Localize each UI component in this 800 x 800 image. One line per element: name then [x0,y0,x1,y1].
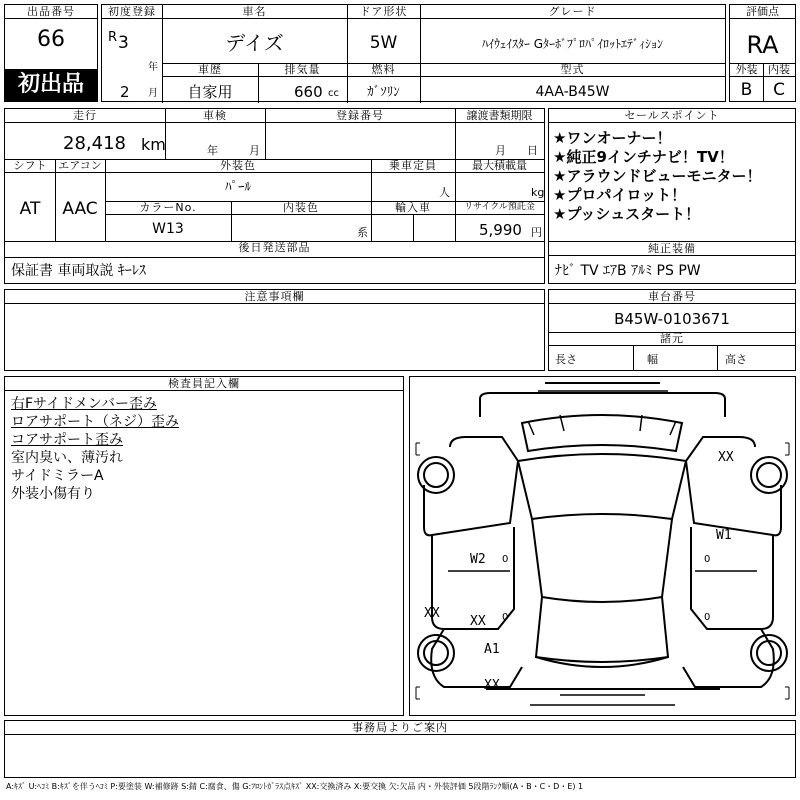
grade: ﾊｲｳｪｲｽﾀｰ Gﾀｰﾎﾞﾌﾟﾛﾊﾟｲﾛｯﾄｴﾃﾞｨｼｮﾝ [481,37,664,51]
chassis-label: 車台番号 [549,290,795,304]
mark-right-door: W1 [716,528,732,543]
colorno-label: カラーNo. [105,201,231,215]
car-diagram-box [409,376,796,716]
height-label: 高さ [725,353,747,366]
history: 自家用 [187,83,233,101]
mark-rear: XX [484,678,500,693]
sales-item: ★プッシュスタート！ [553,205,701,223]
recycle-unit: 円 [531,226,542,239]
mark-zero: 0 [704,554,711,565]
notes-box [4,289,545,371]
sales-item: ★ワンオーナー！ [553,129,672,147]
intcolor-label: 内装色 [231,201,371,215]
disp-label: 排気量 [258,63,347,77]
detail-box [4,108,545,258]
model-code: 4AA-B45W [535,84,610,100]
seats-label: 乗車定員 [371,159,455,173]
ext-label: 外装 [730,63,763,77]
dims-label: 諸元 [549,332,795,346]
score-box [729,4,796,102]
equipment-box [548,241,796,284]
reg-label: 初度登録 [102,5,162,19]
fuel-label: 燃料 [347,63,420,77]
sales-label: セールスポイント [549,109,795,123]
transfer-month-unit: 月 [495,144,506,157]
shift-label: シフト [5,159,55,173]
notes-label: 注意事項欄 [5,290,544,304]
inspector-item: 室内臭い、薄汚れ [11,450,123,466]
inspector-item: サイドミラーA [11,468,104,484]
sales-points-box [548,108,796,242]
car-diagram [410,377,795,715]
mark-front-right: XX [718,450,734,465]
load-label: 最大積載量 [455,159,544,173]
disp-unit: cc [328,88,339,99]
first-listing-badge: 初出品 [5,69,97,101]
office-label: 事務局よりご案内 [5,721,795,735]
year-unit: 年 [148,62,158,73]
grade-label: グレード [420,5,725,19]
import-label: 輸入車 [371,201,455,215]
sales-item: ★アラウンドビューモニター！ [553,167,762,185]
color-number: W13 [152,221,184,237]
length-label: 長さ [555,353,577,366]
inspector-item: コアサポート歪み [11,432,123,448]
mark-left-rear-panel: A1 [484,642,500,657]
score: RA [746,31,779,59]
recycle-label: リサイクル預託金 [455,201,544,215]
mark-left-rear-wheel: XX [424,606,440,621]
mark-zero: 0 [502,554,509,565]
later-parts-label: 後日発送部品 [238,241,311,254]
mileage-label: 走行 [5,109,165,123]
history-label: 車歴 [162,63,258,77]
transfer-label: 譲渡書類期限 [455,109,544,123]
lot-box [4,4,98,102]
inspector-label: 検査員記入欄 [5,377,403,391]
mark-left-rear-door: XX [470,614,486,629]
month: 2 [120,83,130,101]
color-label: 外装色 [105,159,371,173]
ac: AAC [62,199,98,219]
width-label: 幅 [647,353,658,366]
top-main-box [101,4,726,102]
office-box [4,720,796,778]
sales-item: ★プロパイロット！ [553,186,687,204]
later-parts-box [4,257,545,284]
door-type: 5W [369,33,398,53]
recycle-fee: 5,990 [479,221,522,239]
shaken-month-unit: 月 [249,144,260,157]
seats-unit: 人 [439,186,450,199]
intcolor-unit: 系 [357,226,368,239]
legend: A:ｷｽﾞ U:ﾍｺﾐ B:ｷｽﾞを伴うﾍｺﾐ P:要塗装 W:補修跡 S:錆 C:腐食、傷 G:ﾌﾛﾝﾄｶﾞﾗｽ点ｷｽﾞ XX:交換済み X:要交換 欠:欠品 内・外装評価 5段階ﾗﾝｸ順(A・B・C・D・E) 1 [6,782,584,791]
mark-left-door: W2 [470,552,486,567]
shaken-label: 車検 [165,109,265,123]
ac-label: エアコン [55,159,105,173]
int-grade: C [773,80,785,100]
equipment-label: 純正装備 [549,242,795,256]
lot-label: 出品番号 [5,5,97,19]
shift: AT [19,199,41,219]
car-name: デイズ [225,31,284,55]
era: R [108,30,118,45]
chassis-number: B45W-0103671 [614,310,730,328]
sales-item: ★純正9インチナビ！TV！ [553,148,734,166]
month-unit: 月 [148,88,158,99]
door-label: ドア形状 [347,5,420,19]
inspector-item: ロアサポート（ネジ）歪み [11,414,179,430]
car-label: 車名 [162,5,347,19]
mileage: 28,418 [63,133,126,154]
later-parts: 保証書 車両取説 ｷｰﾚｽ [11,263,146,279]
equipment: ﾅﾋﾞ TV ｴｱB ｱﾙﾐ PS PW [555,263,701,279]
score-label: 評価点 [730,5,795,19]
transfer-day-unit: 日 [527,144,538,157]
inspector-item: 右Fサイドメンバー歪み [11,396,157,412]
plate-label: 登録番号 [265,109,455,123]
year: 3 [118,33,129,53]
chassis-box [548,289,796,371]
model-label: 型式 [420,63,725,77]
mark-zero: 0 [704,612,711,623]
int-label: 内装 [763,63,795,77]
displacement: 660 [294,83,323,101]
load-unit: kg [531,186,545,199]
inspector-box [4,376,404,716]
fuel: ｶﾞｿﾘﾝ [367,85,400,100]
color: ﾊﾟｰﾙ [225,180,251,195]
lot-number: 66 [37,27,65,52]
mileage-unit: km [141,135,166,154]
inspector-item: 外装小傷有り [11,486,95,502]
shaken-year-unit: 年 [207,144,218,157]
ext-grade: B [740,80,753,100]
mark-zero: 0 [502,612,509,623]
